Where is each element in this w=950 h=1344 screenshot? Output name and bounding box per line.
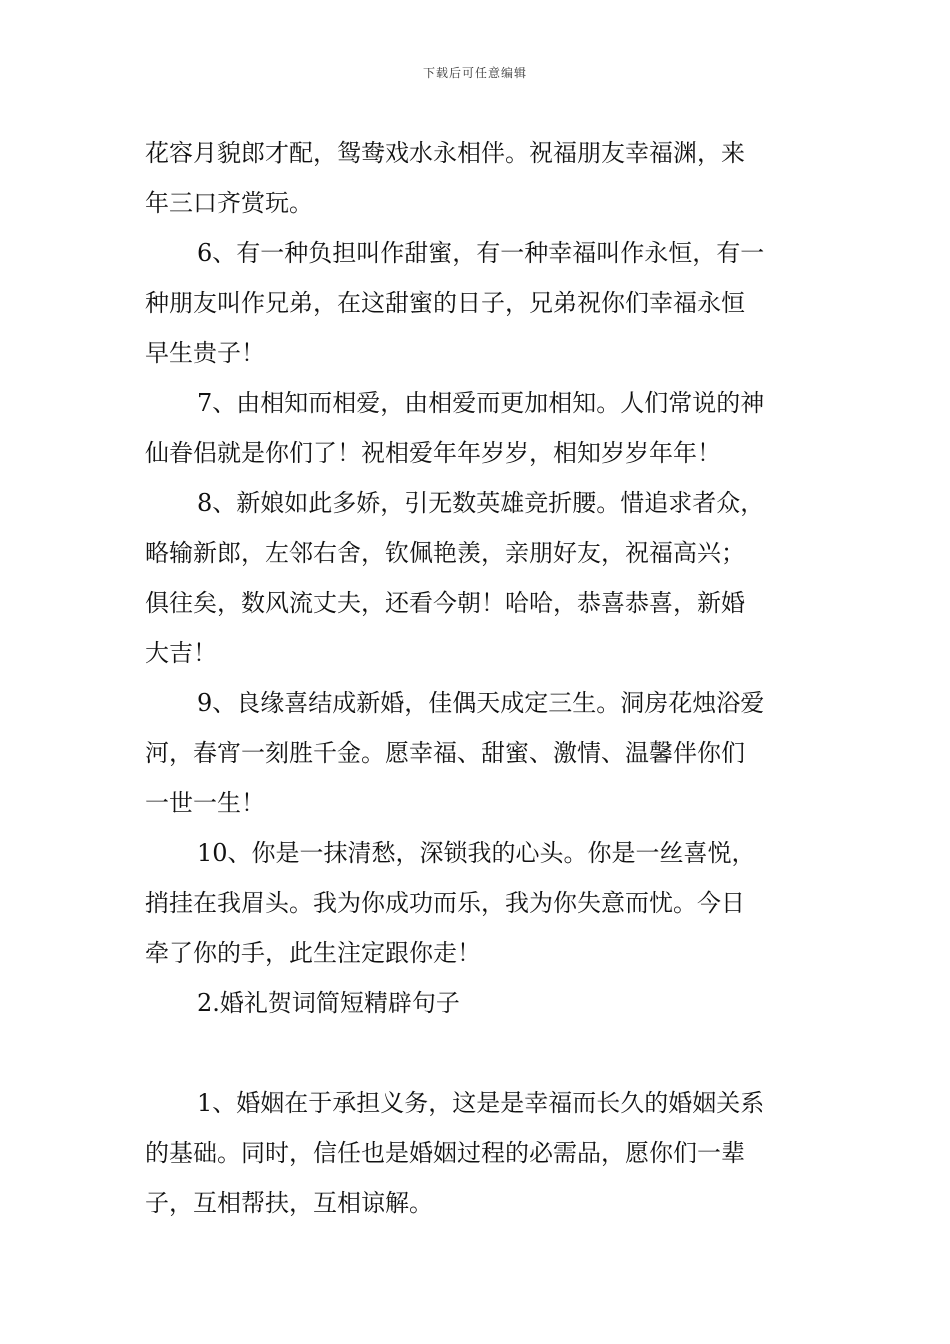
- text-line: 略输新郎，左邻右舍，钦佩艳羡，亲朋好友，祝福高兴；: [145, 539, 745, 567]
- text-line: 一世一生！: [145, 789, 265, 817]
- text-line: 早生贵子！: [145, 339, 265, 367]
- text-line: 仙眷侣就是你们了！祝相爱年年岁岁，相知岁岁年年！: [145, 439, 721, 467]
- paragraph-item-8-start: 8、新娘如此多娇，引无数英雄竞折腰。惜追求者众，: [197, 489, 765, 517]
- document-body: [145, 128, 807, 1228]
- text-line: 捎挂在我眉头。我为你成功而乐，我为你失意而忧。今日: [145, 889, 745, 917]
- text-line: 俱往矣，数风流丈夫，还看今朝！哈哈，恭喜恭喜，新婚: [145, 589, 745, 617]
- text-line: 种朋友叫作兄弟，在这甜蜜的日子，兄弟祝你们幸福永恒: [145, 289, 745, 317]
- blank-line: [145, 1028, 807, 1078]
- text-line: 的基础。同时，信任也是婚姻过程的必需品，愿你们一辈: [145, 1139, 745, 1167]
- text-line: 河，春宵一刻胜千金。愿幸福、甜蜜、激情、温馨伴你们: [145, 739, 745, 767]
- paragraph-item-6-start: 6、有一种负担叫作甜蜜，有一种幸福叫作永恒，有一: [197, 239, 765, 267]
- page-header-note: 下载后可任意编辑: [422, 66, 527, 80]
- section-heading: 2.婚礼贺词简短精辟句子: [197, 989, 460, 1017]
- text-line: 年三口齐赏玩。: [145, 189, 313, 217]
- text-line: 大吉！: [145, 639, 217, 667]
- paragraph-item-7-start: 7、由相知而相爱，由相爱而更加相知。人们常说的神: [197, 389, 765, 417]
- paragraph-item-1-start: 1、婚姻在于承担义务，这是是幸福而长久的婚姻关系: [197, 1089, 765, 1117]
- paragraph-item-9-start: 9、良缘喜结成新婚，佳偶天成定三生。洞房花烛浴爱: [197, 689, 765, 717]
- paragraph-item-10-start: 10、你是一抹清愁，深锁我的心头。你是一丝喜悦，: [197, 839, 756, 867]
- text-line: 花容月貌郎才配，鸳鸯戏水永相伴。祝福朋友幸福渊，来: [145, 139, 745, 167]
- text-line: 子，互相帮扶，互相谅解。: [145, 1189, 433, 1217]
- text-line: 牵了你的手，此生注定跟你走！: [145, 939, 481, 967]
